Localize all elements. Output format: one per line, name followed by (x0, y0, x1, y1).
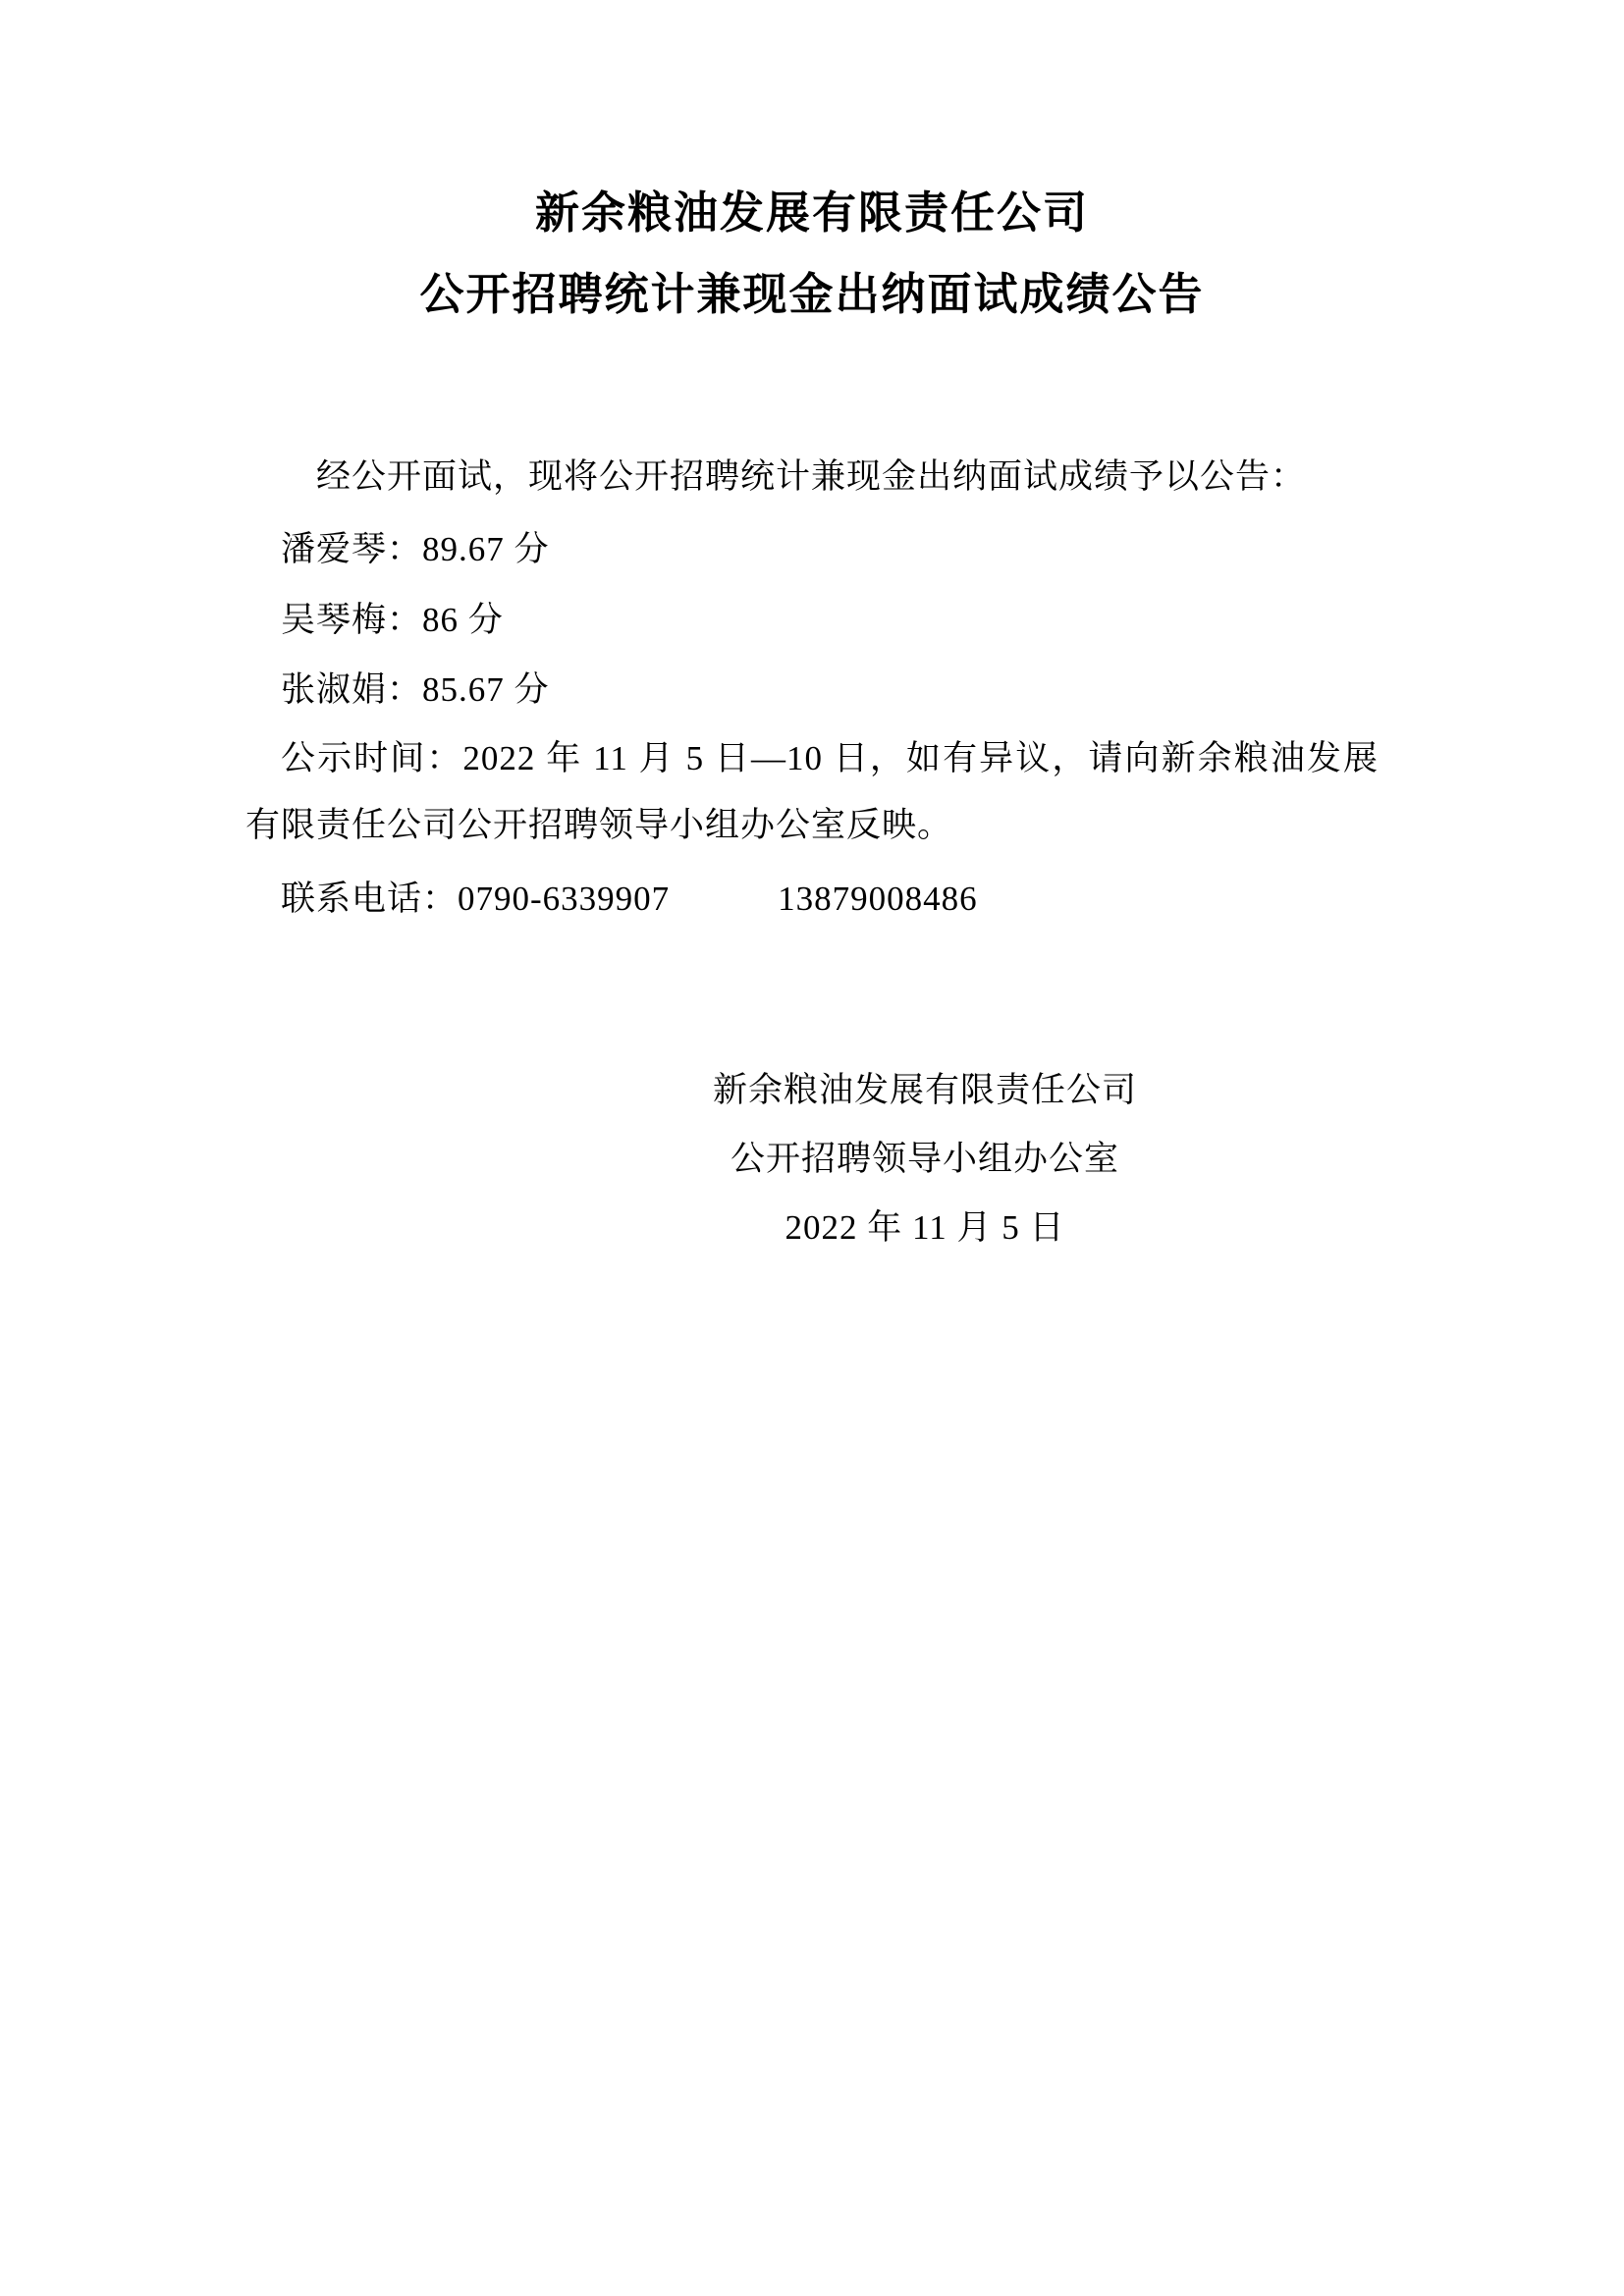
document-title (245, 0, 1379, 336)
contact-secondary: 13879008486 (778, 879, 978, 918)
title-line-2: 公开招聘统计兼现金出纳面试成绩公告 (419, 268, 1205, 321)
result-line-2: 吴琴梅：86 分 (281, 600, 504, 639)
intro-paragraph: 经公开面试，现将公开招聘统计兼现金出纳面试成绩予以公告： (316, 456, 1307, 496)
title-line-1: 新余粮油发展有限责任公司 (534, 187, 1089, 239)
result-line-1: 潘爱琴：89.67 分 (281, 529, 550, 568)
result-line-3: 张淑娟：85.67 分 (281, 670, 550, 710)
signature-org: 新余粮油发展有限责任公司 (712, 1071, 1137, 1110)
document-body (245, 444, 1379, 934)
contact-line (245, 864, 1379, 934)
signature-office: 公开招聘领导小组办公室 (730, 1140, 1119, 1179)
notice-paragraph: 公示时间：2022 年 11 月 5 日—10 日，如有异议，请向新余粮油发展有限责任公司公开招聘领导小组办公室反映。 (245, 739, 1379, 845)
contact-primary: 联系电话：0790-6339907 (281, 879, 671, 918)
signature-date: 2022 年 11 月 5 日 (785, 1208, 1065, 1248)
signature-block (245, 1056, 1379, 1262)
